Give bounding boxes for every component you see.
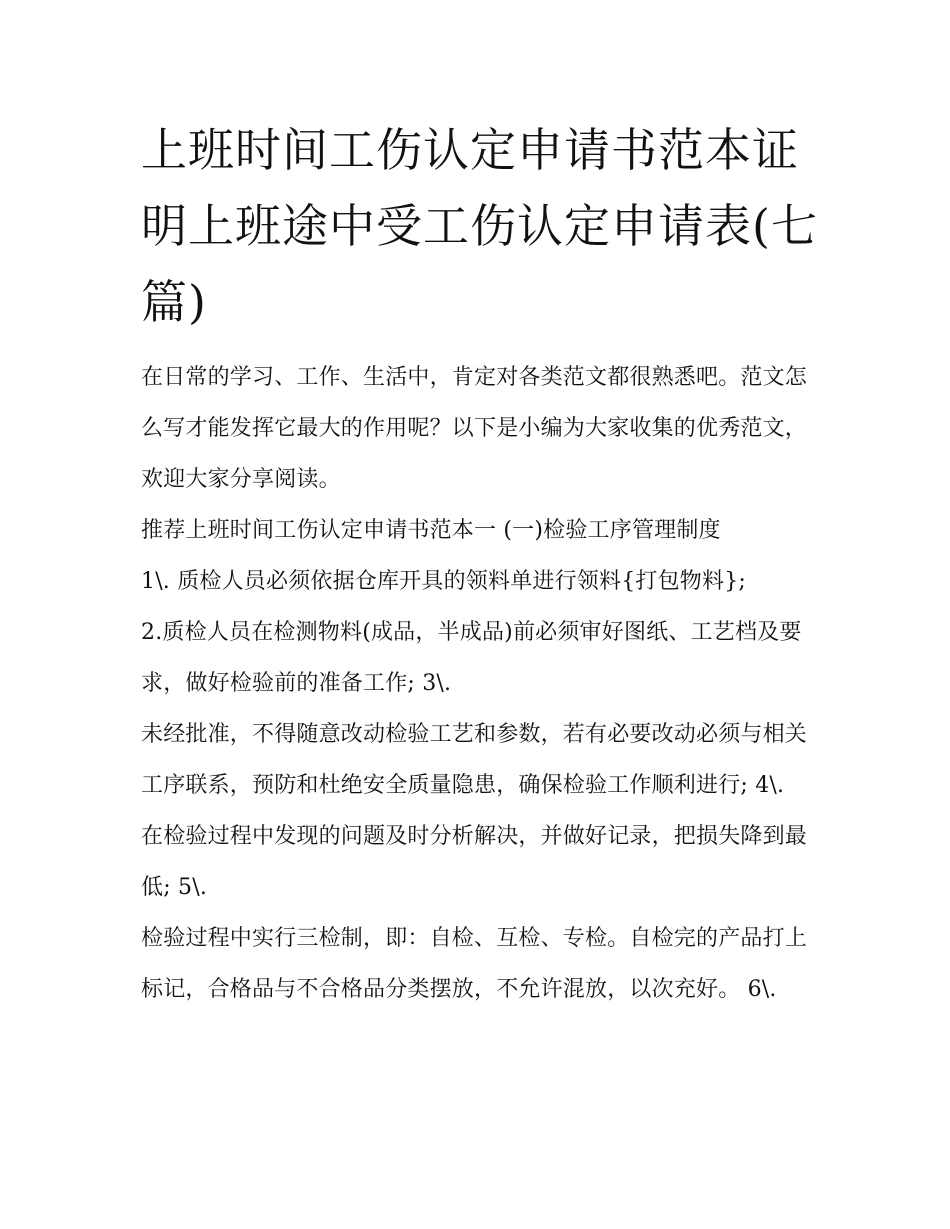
paragraph-item-3: 未经批准，不得随意改动检验工艺和参数，若有必要改动必须与相关工序联系，预防和杜绝安全质量隐患，确保检验工作顺利进行; 4\. bbox=[141, 722, 808, 798]
document-content bbox=[141, 112, 821, 1015]
document-title: 上班时间工伤认定申请书范本证明上班途中受工伤认定申请表(七篇) bbox=[141, 123, 818, 329]
paragraph-item-2: 2.质检人员在检测物料(成品，半成品)前必须审好图纸、工艺档及要求，做好检验前的准备工作; 3\. bbox=[141, 620, 802, 696]
paragraph-item-1: 1\. 质检人员必须依据仓库开具的领料单进行领料{打包物料}; bbox=[141, 569, 747, 594]
paragraph-section-heading: 推荐上班时间工伤认定申请书范本一 (一)检验工序管理制度 bbox=[141, 518, 721, 543]
paragraph-intro: 在日常的学习、工作、生活中，肯定对各类范文都很熟悉吧。范文怎么写才能发挥它最大的作用呢？以下是小编为大家收集的优秀范文，欢迎大家分享阅读。 bbox=[141, 365, 808, 492]
paragraph-item-5: 检验过程中实行三检制，即：自检、互检、专检。自检完的产品打上标记，合格品与不合格品分类摆放，不允许混放，以次充好。 6\. bbox=[141, 926, 808, 1002]
paragraph-item-4: 在检验过程中发现的问题及时分析解决，并做好记录，把损失降到最低; 5\. bbox=[141, 824, 808, 900]
